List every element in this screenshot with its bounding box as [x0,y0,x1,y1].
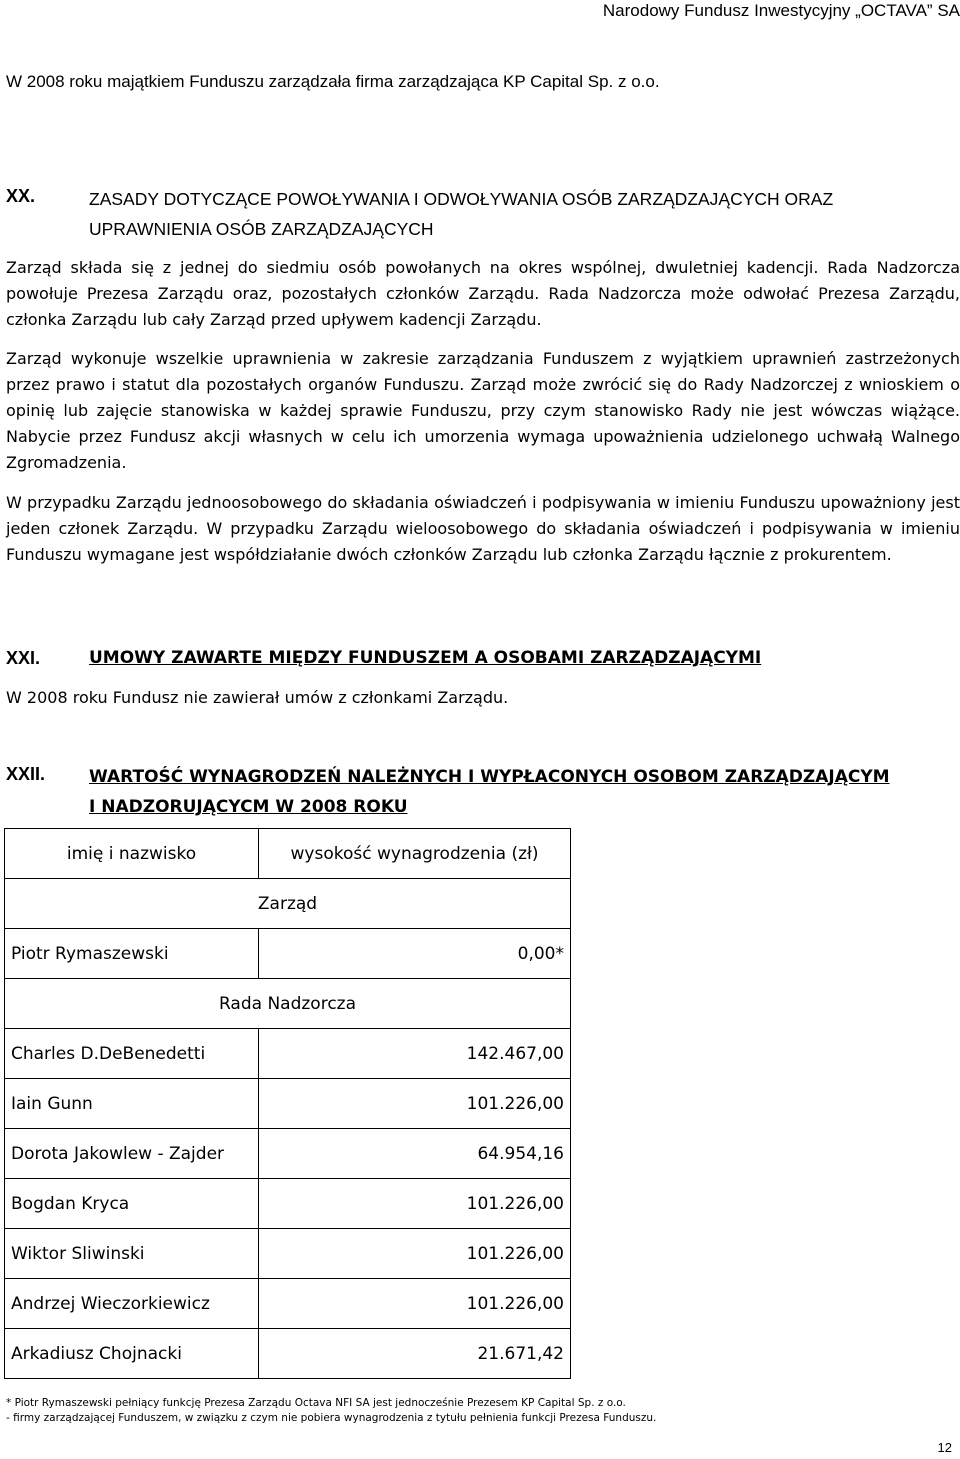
page-number: 12 [937,1440,952,1455]
document-header: Narodowy Fundusz Inwestycyjny „OCTAVA” SA [602,1,960,20]
section-xxii-number: XXII. [6,764,46,784]
table-row [5,1229,571,1279]
remuneration-amount: 101.226,00 [259,1079,571,1129]
table-group-row [5,879,571,929]
person-name: Arkadiusz Chojnacki [5,1329,259,1379]
person-name: Charles D.DeBenedetti [5,1029,259,1079]
table-header-row [5,829,571,879]
person-name: Bogdan Kryca [5,1179,259,1229]
section-xx-title [89,184,960,244]
section-xx-paragraph-1: Zarząd składa się z jednej do siedmiu osób powołanych na okres wspólnej, dwuletniej kadencji. Rada Nadzorcza powołuje Prezesa Zarządu oraz, pozostałych członków Zarządu. Rada Nadzorcza może odwołać Prezesa Zarządu, członka Zarządu lub cały Zarząd przed upływem kadencji Zarządu. [6,258,960,329]
column-header-name: imię i nazwisko [5,829,259,879]
person-name: Iain Gunn [5,1079,259,1129]
table-row [5,1079,571,1129]
person-name: Andrzej Wieczorkiewicz [5,1279,259,1329]
section-xx-paragraph-3: W przypadku Zarządu jednoosobowego do składania oświadczeń i podpisywania w imieniu Funduszu upoważniony jest jeden członek Zarządu. W przypadku Zarządu wieloosobowego do składania oświadczeń i podpisywania w imieniu Funduszu wymagane jest współdziałanie dwóch członków Zarządu lub członka Zarządu łącznie z prokurentem. [6,493,960,564]
remuneration-amount: 101.226,00 [259,1179,571,1229]
intro-text: W 2008 roku majątkiem Funduszu zarządzała firma zarządzająca KP Capital Sp. z o.o. [6,72,660,91]
section-xxi-title: UMOWY ZAWARTE MIĘDZY FUNDUSZEM A OSOBAMI ZARZĄDZAJĄCYMI [89,648,762,668]
person-name: Wiktor Sliwinski [5,1229,259,1279]
table-row [5,1279,571,1329]
remuneration-table [4,828,571,1379]
table-row [5,1179,571,1229]
section-xx-paragraph-2: Zarząd wykonuje wszelkie uprawnienia w zakresie zarządzania Funduszem z wyjątkiem uprawnień zastrzeżonych przez prawo i statut dla pozostałych organów Funduszu. Zarząd może zwrócić się do Rady Nadzorczej z wnioskiem o opinię lub zajęcie stanowiska w każdej sprawie Funduszu, przy czym stanowisko Rady nie jest wówczas wiążące. Nabycie przez Fundusz akcji własnych w celu ich umorzenia wymaga upoważnienia udzielonego uchwałą Walnego Zgromadzenia. [6,349,960,472]
table-row [5,1329,571,1379]
section-xxii-title-line2: I NADZORUJĄCYCM W 2008 ROKU [89,797,408,817]
remuneration-amount: 101.226,00 [259,1279,571,1329]
table-row [5,1029,571,1079]
remuneration-amount: 21.671,42 [259,1329,571,1379]
table-row [5,1129,571,1179]
person-name: Piotr Rymaszewski [5,929,259,979]
section-xx-title-line1: ZASADY DOTYCZĄCE POWOŁYWANIA I ODWOŁYWANIA OSÓB ZARZĄDZAJĄCYCH ORAZ [89,189,834,209]
section-xxii-title [89,762,890,822]
group-label-board: Zarząd [5,879,571,929]
section-xx-title-line2: UPRAWNIENIA OSÓB ZARZĄDZAJĄCYCH [89,219,434,239]
table-row [5,929,571,979]
remuneration-amount: 0,00* [259,929,571,979]
section-xx-number: XX. [6,186,36,206]
table-group-row [5,979,571,1029]
section-xxi-text: W 2008 roku Fundusz nie zawierał umów z członkami Zarządu. [6,688,509,707]
column-header-amount: wysokość wynagrodzenia (zł) [259,829,571,879]
remuneration-amount: 64.954,16 [259,1129,571,1179]
footnote-line-1: * Piotr Rymaszewski pełniący funkcję Prezesa Zarządu Octava NFI SA jest jednocześnie Prezesem KP Capital Sp. z o.o. [6,1397,626,1409]
section-xxii-title-line1: WARTOŚĆ WYNAGRODZEŃ NALEŻNYCH I WYPŁACONYCH OSOBOM ZARZĄDZAJĄCYM [89,767,890,787]
section-xxi-number: XXI. [6,648,41,668]
footnote-line-2: - firmy zarządzającej Funduszem, w związku z czym nie pobiera wynagrodzenia z tytułu pełnienia funkcji Prezesa Funduszu. [6,1412,657,1424]
remuneration-amount: 101.226,00 [259,1229,571,1279]
person-name: Dorota Jakowlew - Zajder [5,1129,259,1179]
group-label-supervisory: Rada Nadzorcza [5,979,571,1029]
remuneration-amount: 142.467,00 [259,1029,571,1079]
